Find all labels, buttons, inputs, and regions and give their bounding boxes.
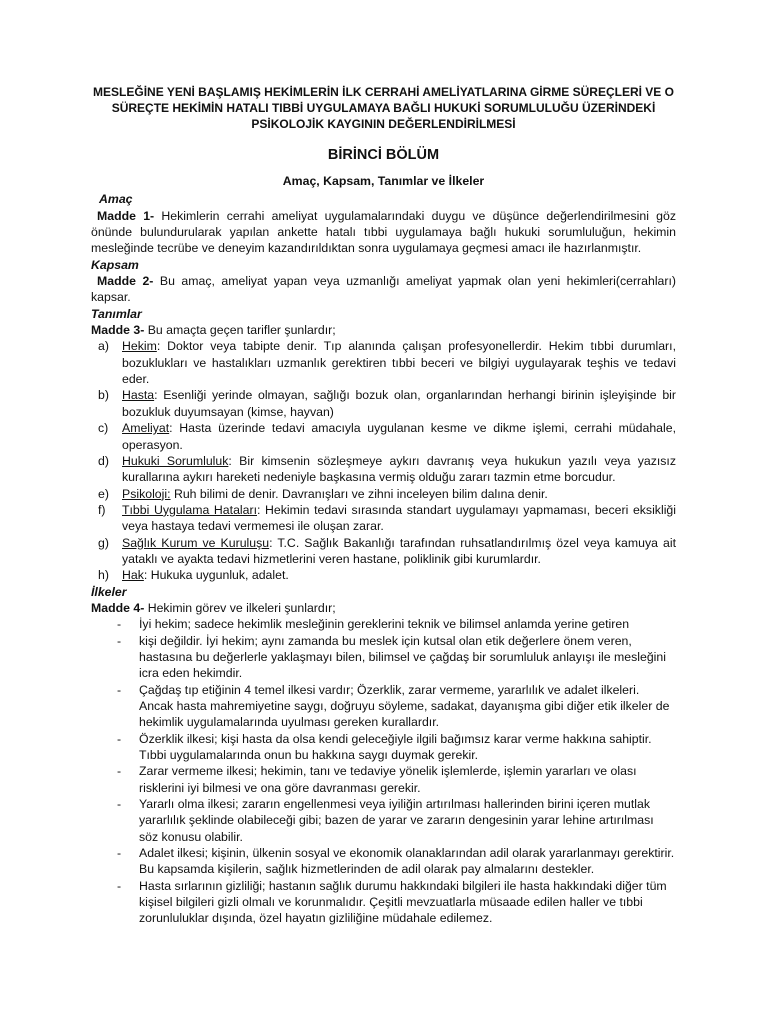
list-marker: c) <box>98 421 109 436</box>
article-1-label: Madde 1- <box>97 208 155 223</box>
principle-text: İyi hekim; sadece hekimlik mesleğinin gereklerini teknik ve bilimsel anlamda yerine getiren <box>139 617 630 632</box>
definitions-list <box>91 338 676 583</box>
definition-term: Psikoloji: <box>122 486 171 501</box>
chapter-subtitle: Amaç, Kapsam, Tanımlar ve İlkeler <box>282 174 485 188</box>
definition-text: Esenliği yerinde olmayan, sağlığı bozuk olan, organlarından herhangi birinin işleyişinde bir bozukluk duyumsayan (kimse, hayvan) <box>122 388 676 419</box>
principle-text: Çağdaş tıp etiğinin 4 temel ilkesi vardır; Özerklik, zarar vermeme, yararlılık ve adalet ilkeleri. Ancak hasta mahremiyetine saygı, doğruyu söyleme, sadakat, dayanışma gibi diğer etik ilkeler de hekimlik uygulamalarında uyulması gereken kurallardır. <box>139 682 670 730</box>
definition-text: Hasta üzerinde tedavi amacıyla uygulanan kesme ve dikme işlemi, cerrahi müdahale, operasyon. <box>122 421 676 452</box>
list-marker: e) <box>98 486 109 501</box>
principles-list <box>91 616 676 927</box>
principle-item <box>91 845 676 878</box>
list-marker: a) <box>98 339 109 354</box>
definition-item <box>91 486 676 502</box>
article-2-label: Madde 2- <box>97 274 154 289</box>
list-marker: g) <box>98 535 109 550</box>
definition-text: Ruh bilimi de denir. Davranışları ve zihni inceleyen bilim dalına denir. <box>170 486 548 501</box>
principle-text: Zarar vermeme ilkesi; hekimin, tanı ve tedaviye yönelik işlemlerde, işlemin yararları ve olası risklerini iyi bilmesi ve ona göre davranması gerekir. <box>139 764 637 795</box>
principle-text: kişi değildir. İyi hekim; aynı zamanda bu meslek için kutsal olan etik değerlere önem veren, hastasına bu değerlerle yaklaşmayı bilen, bilimsel ve çağdaş bir sorumluluk anlayışı ile mesleğini icra eden hekimdir. <box>139 633 666 681</box>
definition-separator: : <box>269 535 273 550</box>
section-heading-scope: Kapsam <box>91 257 139 272</box>
definition-term: Hak <box>122 568 144 583</box>
list-marker: - <box>117 633 122 648</box>
definition-term: Hekim <box>122 339 157 354</box>
article-4-label: Madde 4- <box>91 600 145 615</box>
section-heading-principles: İlkeler <box>91 584 127 599</box>
definition-separator: : <box>169 421 173 436</box>
principle-text: Adalet ilkesi; kişinin, ülkenin sosyal ve ekonomik olanaklarından adil olarak yararlanmayı gerektirir. Bu kapsamda kişilerin, sağlık hizmetlerinden de adil olarak pay almalarını destekler. <box>139 846 675 877</box>
definition-text: T.C. Sağlık Bakanlığı tarafından ruhsatlandırılmış özel veya kamuya ait yataklı ve ayakta tedavi hizmetlerini veren hastane, poliklinik gibi kurumlardır. <box>122 535 677 566</box>
list-marker: - <box>117 797 122 812</box>
principle-text: Yararlı olma ilkesi; zararın engellenmesi veya iyiliğin artırılması hallerinden birini içeren mutlak yararlılık şeklinde olabileceği gibi; bazen de yarar ve zararın dengesinin yarar lehine artırılması söz konusu olabilir. <box>139 797 654 844</box>
principle-text: Hasta sırlarının gizliliği; hastanın sağlık durumu hakkındaki bilgileri ile hasta hakkındaki diğer tüm kişisel bilgileri gizli olmalı ve korunmalıdır. Çeşitli mevzuatlarla müsaade edilen haller ve tıbbi zorunluluklar dışında, özel hayatın gizliliğine müdahale edilemez. <box>139 878 667 926</box>
definition-term: Hukuki Sorumluluk <box>122 453 229 468</box>
document-page <box>91 84 676 927</box>
list-marker: b) <box>98 388 109 403</box>
article-1 <box>91 208 676 257</box>
article-4 <box>91 600 676 616</box>
list-marker: d) <box>98 453 109 468</box>
principle-item <box>91 731 676 764</box>
section-heading-purpose: Amaç <box>99 192 133 207</box>
list-marker: f) <box>98 502 106 517</box>
list-marker: - <box>117 617 122 632</box>
definition-text: Bir kimsenin sözleşmeye aykırı davranış veya hukukun yazılı veya yazısız kurallarına aykırı hareketi nedeniyle başkasına vermiş olduğu zararı tazmin etme borcudur. <box>122 453 676 485</box>
article-3-label: Madde 3- <box>91 323 145 338</box>
definition-term: Sağlık Kurum ve Kuruluşu <box>122 535 270 550</box>
definition-separator: : <box>156 339 161 354</box>
principle-text: Özerklik ilkesi; kişi hasta da olsa kendi geleceğiyle ilgili bağımsız karar verme hakkına sahiptir. Tıbbi uygulamalarında onun bu hakkına saygı duymak gerekir. <box>139 731 652 763</box>
article-2 <box>91 273 676 306</box>
principle-item <box>91 878 676 927</box>
definition-term: Hasta <box>122 388 155 403</box>
definition-item <box>91 387 676 420</box>
list-marker: - <box>117 878 122 893</box>
section-heading-definitions: Tanımlar <box>91 306 142 321</box>
definition-separator: : <box>143 568 148 583</box>
list-marker: - <box>117 764 122 779</box>
definition-term: Ameliyat <box>122 421 170 436</box>
principle-item <box>91 633 676 682</box>
article-3-intro: Bu amaçta geçen tarifler şunlardır; <box>144 323 336 338</box>
article-3 <box>91 322 676 338</box>
definition-text: Doktor veya tabipte denir. Tıp alanında çalışan profesyonellerdir. Hekim tıbbi durumları, bozuklukları ve hastalıkları uzmanlık gerektiren tıbbi beceri ve bilgiyi uygulayarak teşhis ve tedavi eder. <box>122 339 676 387</box>
list-marker: - <box>117 846 122 861</box>
definition-separator: : <box>257 502 261 517</box>
list-marker: - <box>117 731 122 746</box>
principle-item <box>91 682 676 731</box>
definition-separator: : <box>154 388 158 403</box>
principle-item <box>91 796 676 845</box>
article-2-text: Bu amaç, ameliyat yapan veya uzmanlığı ameliyat yapmak olan yeni hekimleri(cerrahları) kapsar. <box>91 274 677 305</box>
chapter-heading: BİRİNCİ BÖLÜM <box>327 147 440 163</box>
definition-text: Hekimin tedavi sırasında standart uygulamayı yapmaması, beceri eksikliği veya hastaya tedavi vermemesi ile oluşan zarar. <box>122 502 676 534</box>
list-marker: h) <box>98 568 109 583</box>
list-marker: - <box>117 682 122 697</box>
definition-item <box>91 420 676 453</box>
definition-item <box>91 453 676 486</box>
definition-text: Hukuka uygunluk, adalet. <box>147 568 289 583</box>
document-title: MESLEĞİNE YENİ BAŞLAMIŞ HEKİMLERİN İLK CERRAHİ AMELİYATLARINA GİRME SÜREÇLERİ VE O SÜREÇTE HEKİMİN HATALI TIBBİ UYGULAMAYA BAĞLI HUKUKİ SORUMLULUĞU ÜZERİNDEKİ PSİKOLOJİK KAYGININ DEĞERLENDİRİLMESİ <box>93 85 674 131</box>
principle-item <box>91 763 676 796</box>
definition-item <box>91 502 676 535</box>
article-4-intro: Hekimin görev ve ilkeleri şunlardır; <box>144 600 336 615</box>
definition-item <box>91 535 676 568</box>
definition-item <box>91 567 676 583</box>
definition-item <box>91 338 676 387</box>
definition-separator: : <box>228 453 232 468</box>
definition-term: Tıbbi Uygulama Hataları <box>122 502 257 517</box>
principle-item <box>91 616 676 632</box>
article-1-text: Hekimlerin cerrahi ameliyat uygulamalarındaki duygu ve düşünce değerlendirilmesini göz önünde bulundurularak yapılan ankette hatalı tıbbi uygulamaya bağlı hukuki sorumluluğun, hekimin mesleğinde tecrübe ve deneyim kazandırıldıktan sonra uygulamaya geçmesi amacı ile hazırlanmıştır. <box>91 208 677 256</box>
